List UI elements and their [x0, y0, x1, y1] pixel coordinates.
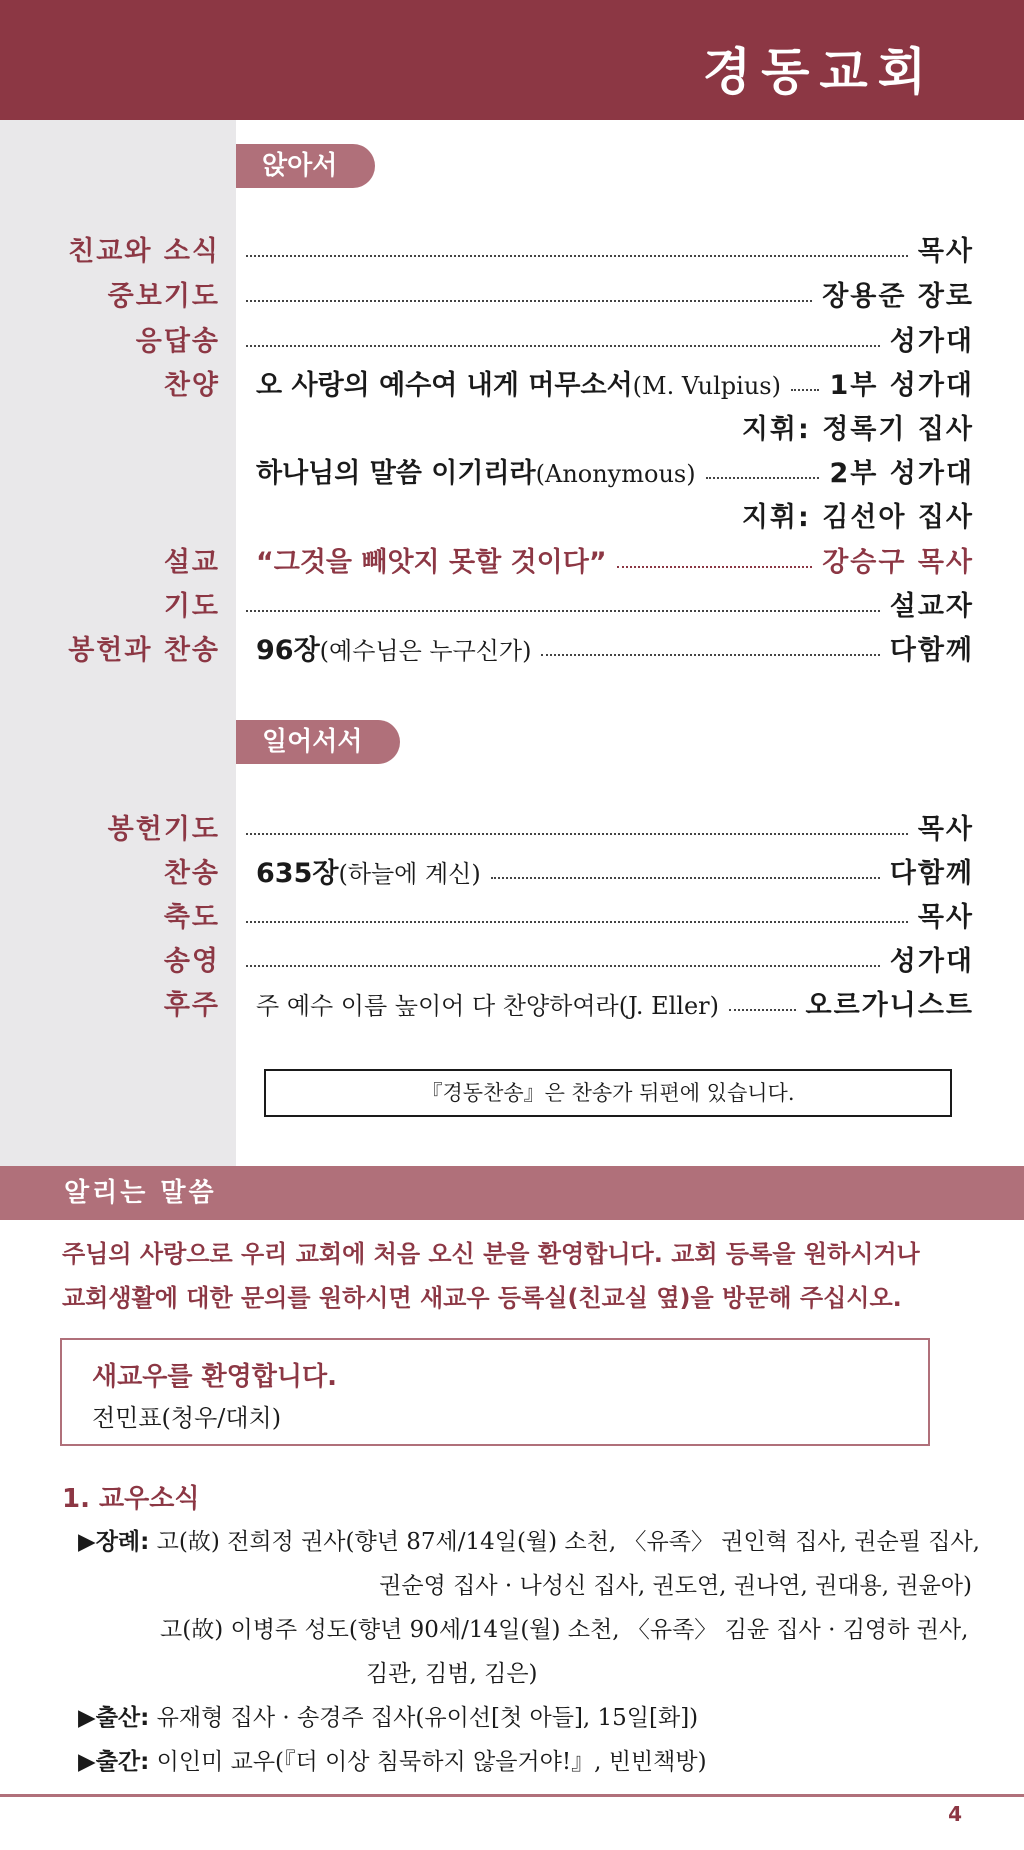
performer: 1부 성가대: [829, 370, 974, 401]
order-row: [0, 322, 1024, 362]
leader-dots: [791, 389, 820, 391]
news-item-funeral: [160, 1610, 968, 1650]
conductor: 지휘: 정록기 집사: [741, 414, 974, 445]
performer: 2부 성가대: [829, 458, 974, 489]
performer: 설교자: [889, 591, 974, 622]
order-row: [0, 810, 1024, 850]
news-item-birth: [78, 1698, 698, 1738]
order-content: [236, 277, 974, 317]
order-row: [0, 498, 1024, 538]
order-row: [0, 410, 1024, 450]
leader-dots: [246, 965, 880, 967]
performer: 오르가니스트: [805, 990, 974, 1021]
performer: 성가대: [889, 946, 974, 977]
order-content: [236, 410, 974, 450]
new-members-title: 새교우를 환영합니다.: [92, 1362, 337, 1392]
order-content: [236, 898, 974, 938]
performer: 목사: [917, 902, 974, 933]
order-content: [256, 454, 974, 494]
order-label: 후주: [163, 990, 220, 1021]
order-content: [236, 498, 974, 538]
anthem-title: 오 사랑의 예수여 내게 머무소서: [256, 370, 633, 401]
performer: 성가대: [889, 326, 974, 357]
order-content: [256, 986, 974, 1026]
order-label: 중보기도: [107, 281, 220, 312]
order-content: [236, 810, 974, 850]
leader-dots: [246, 345, 880, 347]
announcements-bar: [0, 1166, 1024, 1220]
news-item-continued: [366, 1654, 538, 1694]
news-item-text: 김관, 김범, 김은): [366, 1661, 538, 1687]
news-item-publication: [78, 1742, 707, 1782]
header-bar: [0, 0, 1024, 120]
leader-dots: [541, 654, 879, 656]
order-row: [0, 366, 1024, 406]
welcome-line: 교회생활에 대한 문의를 원하시면 새교우 등록실(친교실 옆)을 방문해 주십시오.: [62, 1284, 902, 1312]
hymn-number: 635장: [256, 858, 339, 889]
leader-dots: [246, 610, 880, 612]
order-label: 찬양: [163, 370, 220, 401]
postlude-title: 주 예수 이름 높이어 다 찬양하여라(J. Eller): [256, 992, 720, 1020]
order-row: [0, 854, 1024, 894]
leader-dots: [491, 877, 880, 879]
order-content: [256, 631, 974, 671]
news-heading: 1. 교우소식: [62, 1484, 200, 1514]
new-members-box: [60, 1338, 930, 1446]
order-label: 응답송: [135, 326, 220, 357]
performer: 다함께: [889, 858, 974, 889]
order-content: [256, 543, 974, 583]
order-label: 찬송: [163, 858, 220, 889]
order-content: [256, 854, 974, 894]
composer: (Anonymous): [535, 460, 696, 488]
order-label: 친교와 소식: [68, 236, 220, 267]
order-row: [0, 277, 1024, 317]
order-content: [236, 322, 974, 362]
order-content: [236, 942, 974, 982]
new-members-list: 전민표(청우/대치): [92, 1404, 282, 1432]
order-row: [0, 986, 1024, 1026]
order-label: 송영: [163, 946, 220, 977]
news-item-text: 고(故) 전희정 권사(향년 87세/14일(월) 소천, 〈유족〉 권인혁 집사, 권순필 집사,: [156, 1529, 980, 1555]
leader-dots: [617, 566, 813, 568]
performer: 목사: [917, 814, 974, 845]
news-item-text: 고(故) 이병주 성도(향년 90세/14일(월) 소천, 〈유족〉 김윤 집사 · 김영하 권사,: [160, 1617, 969, 1643]
news-item-label: ▶장례:: [78, 1529, 150, 1555]
section-title-standing: 일어서서: [236, 720, 400, 764]
order-row: [0, 232, 1024, 272]
order-content: [236, 232, 974, 272]
leader-dots: [246, 300, 812, 302]
leader-dots: [246, 921, 908, 923]
news-item-continued: [379, 1566, 972, 1606]
order-label: 기도: [163, 591, 220, 622]
news-item-text: 권순영 집사 · 나성신 집사, 권도연, 권나연, 권대용, 권윤아): [379, 1573, 972, 1599]
performer: 다함께: [889, 635, 974, 666]
church-name: 경동교회: [702, 43, 936, 101]
preacher: 강승구 목사: [822, 547, 974, 578]
order-row: [0, 543, 1024, 583]
leader-dots: [246, 255, 908, 257]
hymnal-note: 『경동찬송』은 찬송가 뒤편에 있습니다.: [264, 1069, 952, 1117]
leader-dots: [246, 833, 908, 835]
order-row: [0, 898, 1024, 938]
performer: 목사: [917, 236, 974, 267]
order-row: [0, 587, 1024, 627]
hymn-title: (하늘에 계신): [338, 860, 481, 888]
news-item-label: ▶출산:: [78, 1705, 150, 1731]
performer: 장용준 장로: [822, 281, 974, 312]
order-label: 축도: [163, 902, 220, 933]
news-item-funeral: [78, 1522, 980, 1562]
order-content: [256, 366, 974, 406]
section-title-sitting: 앉아서: [236, 144, 375, 188]
conductor: 지휘: 김선아 집사: [741, 502, 974, 533]
sermon-title: “그것을 빼앗지 못할 것이다”: [256, 547, 607, 578]
news-item-label: ▶출간:: [78, 1749, 150, 1775]
news-item-text: 유재형 집사 · 송경주 집사(유이선[첫 아들], 15일[화]): [156, 1705, 699, 1731]
welcome-message: [62, 1232, 982, 1320]
anthem-title: 하나님의 말씀 이기리라: [256, 458, 536, 489]
footer-rule: [0, 1794, 1024, 1797]
hymn-number: 96장: [256, 635, 320, 666]
welcome-line: 주님의 사랑으로 우리 교회에 처음 오신 분을 환영합니다. 교회 등록을 원하시거나: [62, 1240, 920, 1268]
order-content: [236, 587, 974, 627]
news-item-text: 이인미 교우(『더 이상 침묵하지 않을거야!』, 빈빈책방): [156, 1749, 707, 1775]
order-label: 봉헌과 찬송: [68, 635, 220, 666]
announcements-title: 알리는 말씀: [64, 1178, 217, 1208]
leader-dots: [706, 477, 820, 479]
order-label: 봉헌기도: [107, 814, 220, 845]
order-row: [0, 454, 1024, 494]
page-number: 4: [948, 1802, 962, 1826]
order-row: [0, 942, 1024, 982]
composer: (M. Vulpius): [632, 372, 781, 400]
hymn-title: (예수님은 누구신가): [319, 637, 532, 665]
order-row: [0, 631, 1024, 671]
leader-dots: [729, 1009, 795, 1011]
order-label: 설교: [163, 547, 220, 578]
